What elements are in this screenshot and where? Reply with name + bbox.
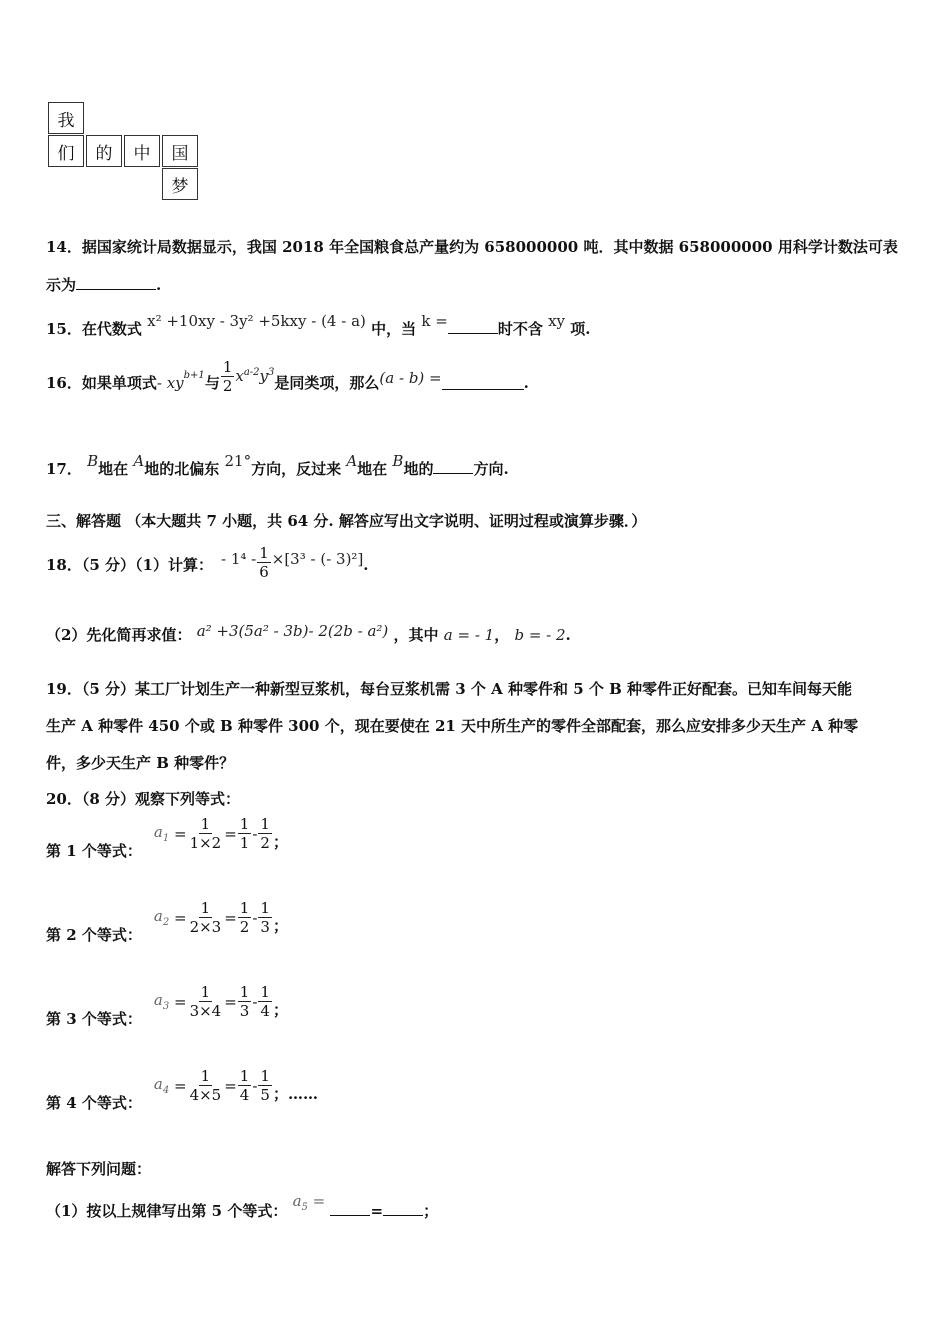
q18-part2-where: ，其中 bbox=[393, 626, 439, 644]
q17-point-b: B bbox=[392, 452, 404, 470]
q20-part1-prefix: （1）按以上规律写出第 5 个等式： bbox=[46, 1202, 288, 1220]
net-cell: 们 bbox=[48, 135, 84, 167]
q16-monomial2: $x^{a-2}y^3$ bbox=[235, 366, 275, 385]
q20-part1-suffix: ； bbox=[423, 1202, 439, 1220]
q20-equation-3 bbox=[46, 983, 288, 1029]
q17-text: 地的北偏东 bbox=[144, 460, 220, 478]
q18-fraction: $\frac{1}{6}$ bbox=[259, 544, 269, 581]
q17-point-b: B bbox=[87, 452, 99, 470]
q18-part2-expression: a² +3(5a² - 3b)- 2(2b - a²) bbox=[196, 622, 389, 640]
equation-math: $a_3$ = $\frac{1}{3\times 4}$ = $\frac{1}{3}$ - $\frac{1}{4}$ ； bbox=[153, 983, 288, 1020]
q20-part1-lhs: $a_5$ = bbox=[292, 1192, 326, 1213]
net-cell: 的 bbox=[86, 135, 122, 167]
q18-sep: ， bbox=[494, 626, 510, 644]
q17-text: 地在 bbox=[98, 460, 129, 478]
answer-blank[interactable] bbox=[76, 275, 156, 290]
equals-sign: = bbox=[370, 1202, 384, 1220]
equation-math: $a_1$ = $\frac{1}{1\times 2}$ = $\frac{1}{1}$ - $\frac{1}{2}$ ； bbox=[153, 815, 288, 852]
q20-title: 20．（8 分）观察下列等式： bbox=[46, 790, 241, 808]
equation-label: 第 1 个等式： bbox=[46, 842, 142, 860]
q15-suffix: 项. bbox=[570, 320, 591, 338]
q19-line1: 19．（5 分）某工厂计划生产一种新型豆浆机，每台豆浆机需 3 个 A 种零件和 5 个 B 种零件正好配套。已知车间每天能 bbox=[46, 680, 853, 698]
q20-equation-4 bbox=[46, 1067, 318, 1113]
q20-part1-line bbox=[46, 1192, 439, 1223]
q20-solve-heading: 解答下列问题： bbox=[46, 1160, 152, 1178]
q16-monomial1: - $xy^{b+1}$ bbox=[156, 369, 205, 392]
q18-part2-a-value: a = - 1 bbox=[443, 626, 495, 644]
q18-suffix: . bbox=[363, 555, 369, 574]
equation-math: $a_4$ = $\frac{1}{4\times 5}$ = $\frac{1}{4}$ - $\frac{1}{5}$ ；…… bbox=[153, 1067, 318, 1104]
equation-label: 第 4 个等式： bbox=[46, 1094, 142, 1112]
q16-fraction: $\frac{1}{2}$ bbox=[222, 358, 233, 395]
q19-line2: 生产 A 种零件 450 个或 B 种零件 300 个，现在要使在 21 天中所生产的零件全部配套，那么应安排多少天生产 A 种零 bbox=[46, 717, 859, 735]
q18-line bbox=[46, 544, 369, 581]
q14-prefix: 示为 bbox=[46, 276, 77, 294]
section-heading: 三、解答题 （本大题共 7 小题，共 64 分. 解答应写出文字说明、证明过程或演算步骤．） bbox=[46, 512, 647, 530]
q18-part2-b-value: b = - 2 bbox=[514, 626, 566, 644]
q16-suffix: . bbox=[523, 373, 529, 392]
q18-part2-prefix: （2）先化简再求值： bbox=[46, 626, 192, 644]
q19-line3: 件，多少天生产 B 种零件？ bbox=[46, 754, 235, 772]
answer-blank[interactable] bbox=[330, 1201, 370, 1216]
equation-label: 第 2 个等式： bbox=[46, 926, 142, 944]
q15-text2: 时不含 bbox=[497, 320, 543, 338]
q16-text: 是同类项，那么 bbox=[274, 374, 380, 392]
q17-prefix: 17． bbox=[46, 460, 82, 478]
q17-line bbox=[46, 452, 509, 479]
q17-text: 方向，反过来 bbox=[251, 460, 342, 478]
q18-part2-line bbox=[46, 624, 571, 645]
net-cell: 国 bbox=[162, 135, 198, 167]
q16-expression: (a - b) = bbox=[379, 368, 442, 387]
q15-text: 中，当 bbox=[371, 320, 417, 338]
q17-text: 地在 bbox=[357, 460, 388, 478]
q20-equation-2 bbox=[46, 899, 288, 945]
q17-point-a: A bbox=[346, 452, 358, 470]
equation-math: $a_2$ = $\frac{1}{2\times 3}$ = $\frac{1}{2}$ - $\frac{1}{3}$ ； bbox=[153, 899, 288, 936]
q18-expr-b: ×[3³ - (- 3)²] bbox=[271, 549, 364, 568]
q18-prefix: 18．（5 分）（1）计算： bbox=[46, 556, 213, 574]
q17-text: 方向. bbox=[473, 460, 509, 478]
q15-expression: x² +10xy - 3y² +5kxy - (4 - a) bbox=[147, 312, 366, 330]
q18-part2-suffix: . bbox=[565, 626, 571, 644]
net-cell: 中 bbox=[124, 135, 160, 167]
answer-blank[interactable] bbox=[442, 375, 524, 390]
q16-line bbox=[46, 358, 529, 395]
q15-line bbox=[46, 312, 591, 339]
equation-label: 第 3 个等式： bbox=[46, 1010, 142, 1028]
q17-text: 地的 bbox=[403, 460, 434, 478]
q16-with: 与 bbox=[204, 374, 220, 392]
cube-net-figure bbox=[48, 102, 204, 202]
q15-prefix: 15．在代数式 bbox=[46, 320, 142, 338]
q17-point-a: A bbox=[133, 452, 145, 470]
net-cell: 我 bbox=[48, 102, 84, 134]
q14-suffix: . bbox=[156, 276, 162, 294]
answer-blank[interactable] bbox=[383, 1201, 423, 1216]
q14-line2 bbox=[46, 274, 161, 295]
q18-expr-a: - 1⁴ - bbox=[220, 549, 257, 568]
answer-blank[interactable] bbox=[433, 459, 473, 474]
q14-line1: 14．据国家统计局数据显示，我国 2018 年全国粮食总产量约为 658000000 吨．其中数据 658000000 用科学计数法可表 bbox=[46, 238, 898, 256]
q15-k: k = bbox=[421, 312, 448, 330]
answer-blank[interactable] bbox=[448, 319, 498, 334]
net-cell: 梦 bbox=[162, 168, 198, 200]
q15-xy: xy bbox=[548, 312, 565, 330]
q17-angle: 21° bbox=[224, 452, 252, 470]
q16-prefix: 16．如果单项式 bbox=[46, 374, 157, 392]
q20-equation-1 bbox=[46, 815, 288, 861]
